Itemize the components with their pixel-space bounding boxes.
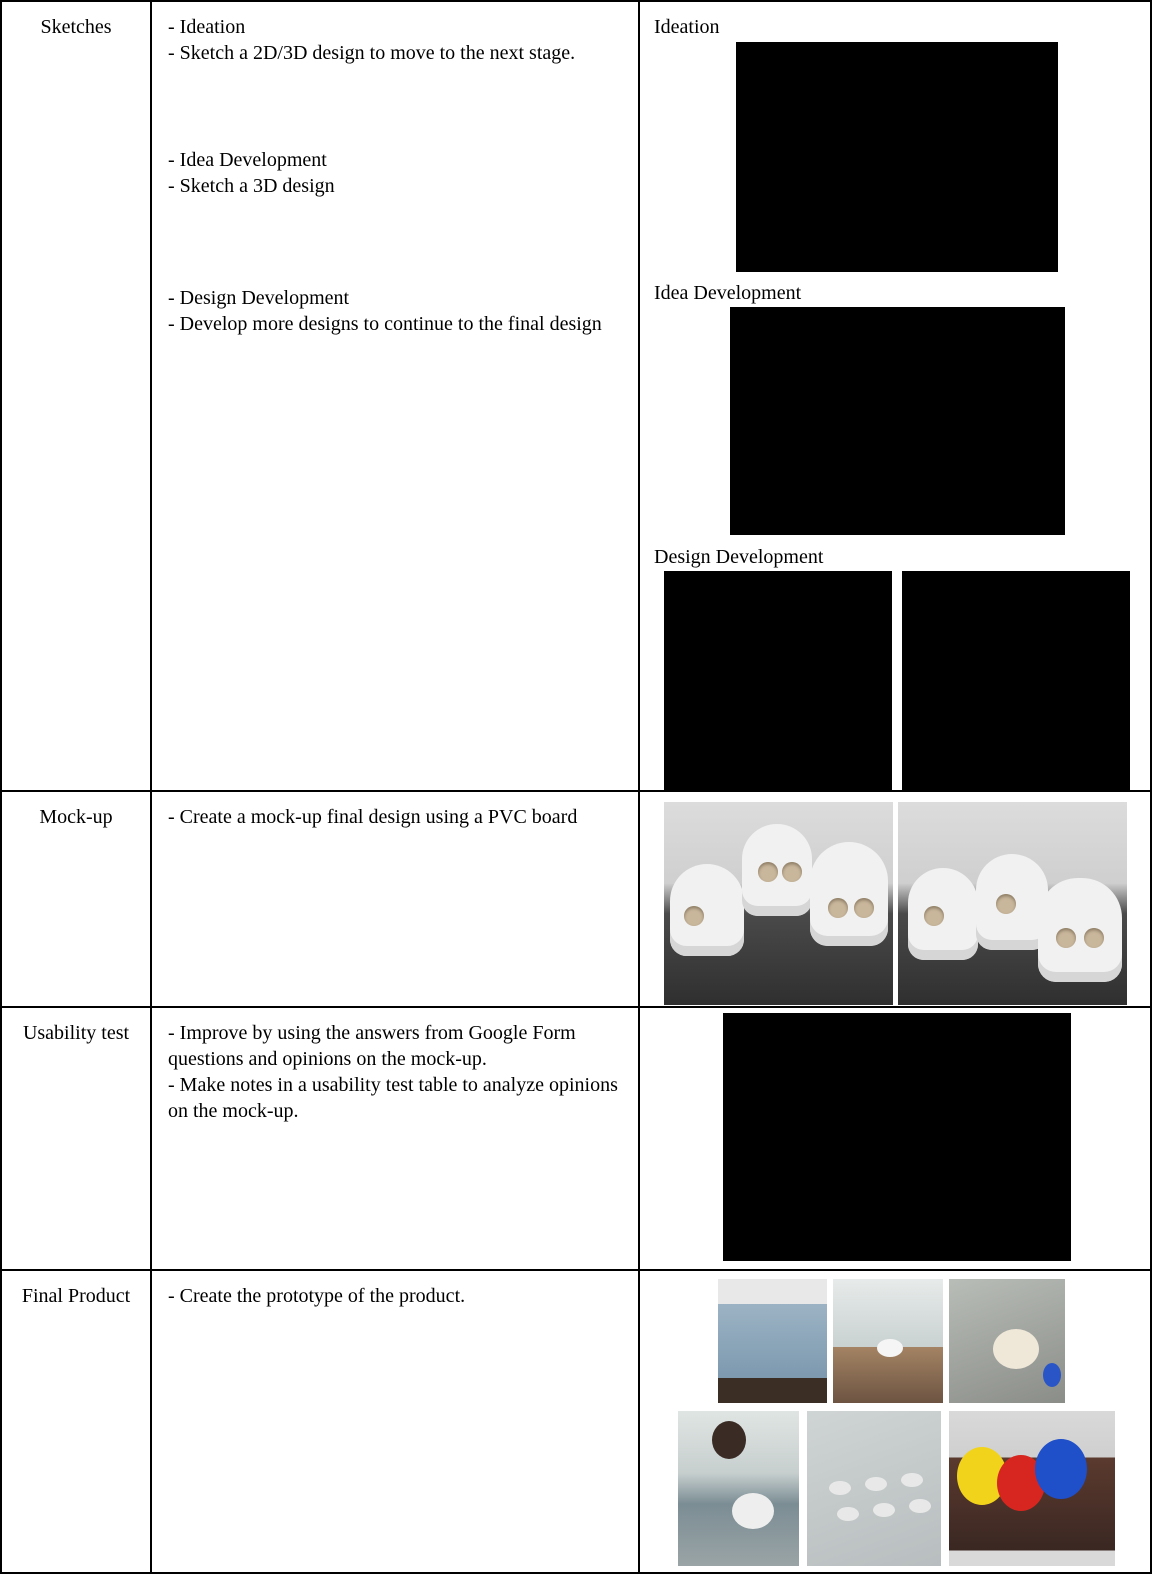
design-development-image-1	[664, 571, 892, 790]
idea-development-text: - Sketch a 3D design	[168, 175, 335, 197]
stage-cell-sketches: Sketches	[1, 1, 151, 791]
mockup-photo-2	[898, 802, 1127, 1005]
table-row-sketches	[1, 1, 1151, 791]
description-cell-final-product	[151, 1270, 639, 1573]
design-development-label: Design Development	[654, 546, 824, 568]
stage-cell-final-product: Final Product	[1, 1270, 151, 1573]
final-photo-printed-parts	[949, 1279, 1065, 1403]
design-development-text: - Develop more designs to continue to the final design	[168, 313, 602, 335]
stage-cell-usability: Usability test	[1, 1007, 151, 1270]
usability-table-image	[723, 1013, 1071, 1261]
final-photo-3d-printer	[833, 1279, 943, 1403]
final-product-description: - Create the prototype of the product.	[168, 1285, 466, 1307]
mockup-photo-1	[664, 802, 893, 1005]
media-cell-mockup	[639, 791, 1151, 1007]
ideation-image	[736, 42, 1058, 272]
idea-development-label: Idea Development	[654, 282, 802, 304]
final-photo-parts-grid	[807, 1411, 941, 1566]
mockup-description: - Create a mock-up final design using a PVC board	[168, 806, 578, 828]
design-development-title: - Design Development	[168, 287, 350, 309]
table-row-final-product	[1, 1270, 1151, 1573]
media-cell-final-product	[639, 1270, 1151, 1573]
final-photo-colored-products	[949, 1411, 1115, 1566]
ideation-title: - Ideation	[168, 16, 246, 38]
description-cell-sketches	[151, 1, 639, 791]
description-cell-mockup	[151, 791, 639, 1007]
idea-development-title: - Idea Development	[168, 149, 327, 171]
usability-description-1: - Improve by using the answers from Google Form questions and opinions on the mock-up.	[168, 1022, 576, 1070]
ideation-text: - Sketch a 2D/3D design to move to the next stage.	[168, 42, 576, 64]
stage-cell-mockup: Mock-up	[1, 791, 151, 1007]
final-photo-laptop	[718, 1279, 827, 1403]
media-cell-sketches	[639, 1, 1151, 791]
idea-development-image	[730, 307, 1065, 535]
table-row-mockup	[1, 791, 1151, 1007]
media-cell-usability	[639, 1007, 1151, 1270]
description-cell-usability	[151, 1007, 639, 1270]
usability-description-2: - Make notes in a usability test table to analyze opinions on the mock-up.	[168, 1074, 618, 1122]
ideation-label: Ideation	[654, 16, 720, 38]
design-development-image-2	[902, 571, 1130, 790]
final-photo-person	[678, 1411, 799, 1566]
table-row-usability	[1, 1007, 1151, 1270]
